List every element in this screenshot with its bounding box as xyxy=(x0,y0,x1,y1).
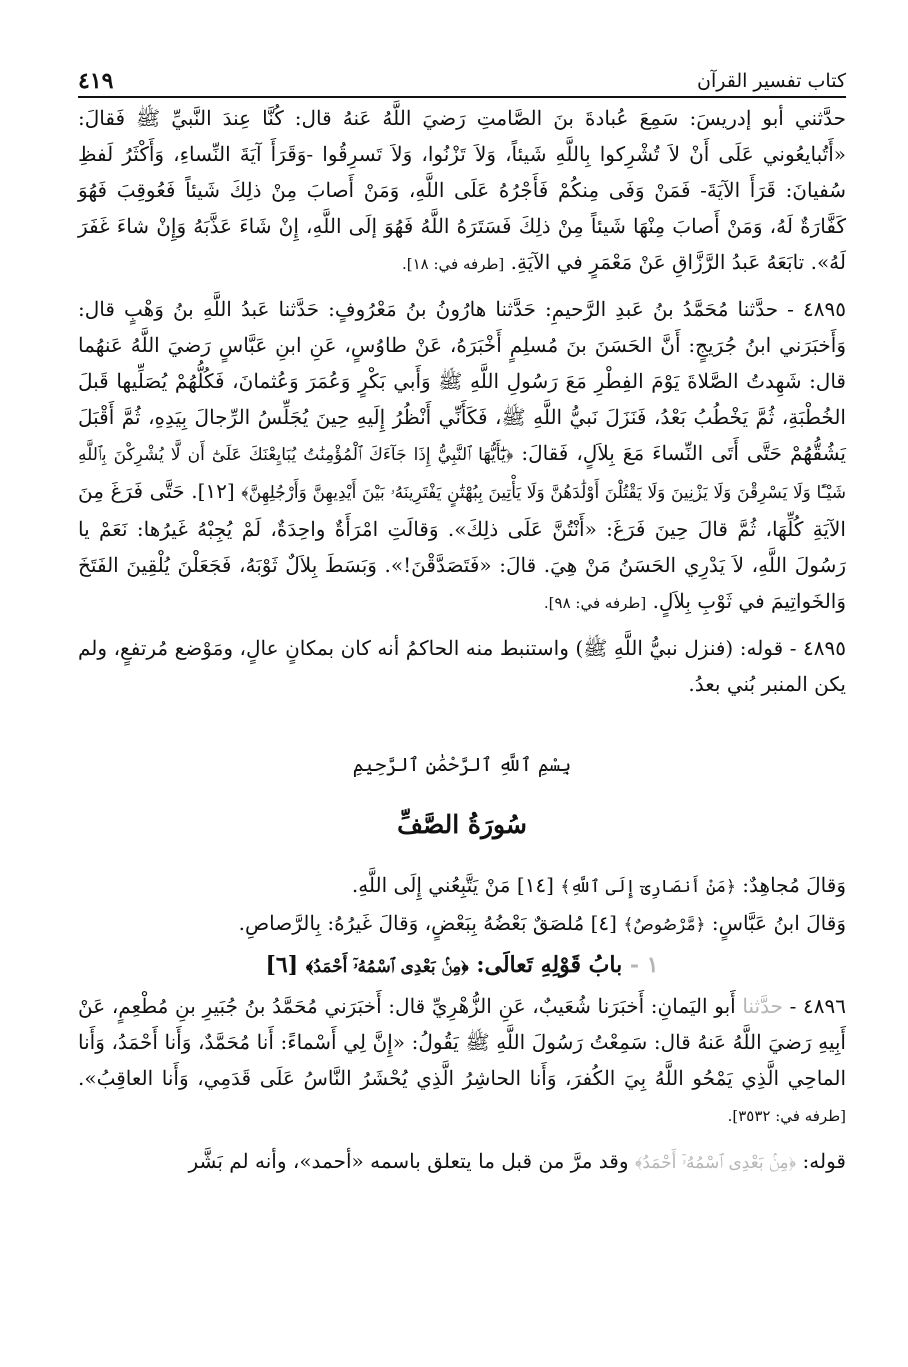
basmala: بِسْمِ ٱللَّهِ ٱلرَّحْمَٰنِ ٱلرَّحِيمِ xyxy=(352,754,572,776)
ibn-abbas-rest: [٤] مُلصَقٌ بَعْضُهُ بِبَعْضٍ، وَقالَ غَيرُهُ: بِالرَّصاصِ. xyxy=(238,911,617,935)
cross-reference: [طرفه في: ١٨]. xyxy=(401,255,505,273)
chapter-heading xyxy=(78,952,846,978)
hadith-text: أَبو اليَمانِ: أَخبَرَنا شُعَيبٌ، عَنِ الزُّهْرِيِّ قال: أَخبَرَني مُحَمَّدُ بنُ جُبَيرِ بنِ مُطْعِمٍ، عَنْ أَبِيهِ رَضيَ اللَّهُ عَنهُ قال: سَمِعْتُ رَسُولَ اللَّهِ ﷺ يَقُولُ: «إِنَّ لِي أَسْماءً: أَنا مُحَمَّدٌ، وَأَنا أَحْمَدُ، وَأَنا الماحِي الَّذِي يَمْحُو اللَّهُ بِيَ الكُفرَ، وَأَنا الحاشِرُ الَّذِي يُحْشَرُ النَّاسُ عَلَى قَدَمِي، وَأَنا العاقِبُ». xyxy=(78,994,846,1090)
commentary-last xyxy=(78,1143,846,1181)
ibn-abbas-intro: وَقالَ ابنُ عَبَّاسٍ: xyxy=(711,911,846,935)
hadith-number: ٤٨٩٦ - xyxy=(789,994,846,1018)
quran-phrase: ﴿مِنۢ بَعْدِى ٱسْمُهُۥٓ أَحْمَدُ﴾ xyxy=(634,1153,797,1173)
cross-reference: [طرفه في: ٣٥٣٢]. xyxy=(727,1107,846,1125)
book-title: كتاب تفسير القرآن xyxy=(697,70,846,92)
mujahid-note xyxy=(78,867,846,905)
commentary-rest: وقد مرَّ من قبل ما يتعلق باسمه «أحمد»، وأنه لم بَشَّر xyxy=(188,1149,629,1173)
hadith-text: حدَّثني أبو إدريسَ: سَمِعَ عُبادةَ بنَ الصَّامتِ رَضيَ اللَّهُ عَنهُ قال: كُنَّا عِندَ النَّبيِّ ﷺ فَقالَ: «أَتُبايعُوني عَلَى أَنْ لاَ تُشْرِكوا بِاللَّهِ شَيئاً، وَلاَ تَزْنُوا، وَلاَ تَسرِقُوا -وَقَرَأَ آيَةَ النِّساءِ، وَأَكْثَرُ لَفظِ سُفيانَ: قَرَأَ الآيَةَ- فَمَنْ وَفَى مِنكُمْ فَأَجْرُهُ عَلَى اللَّهِ، وَمَنْ أَصابَ مِنْ ذلِكَ شَيئاً فَعُوقِبَ فَهُوَ كَفَّارَةٌ لَهُ، وَمَنْ أَصابَ مِنْهَا شَيئاً مِنْ ذلِكَ فَسَتَرَهُ اللَّهُ فَهُوَ إلَى اللَّهِ، إِنْ شَاءَ عَذَّبَهُ وَإِنْ شاءَ غَفَرَ لَهُ». تابَعَهُ عَبدُ الرَّزَّاقِ عَنْ مَعْمَرٍ في الآيَةِ. xyxy=(78,106,847,274)
commentary-intro: قوله: xyxy=(802,1149,846,1173)
hadith-continuation xyxy=(78,100,846,282)
ibn-abbas-note xyxy=(78,905,846,943)
commentary-text: ٤٨٩٥ - قوله: (فنزل نبيُّ اللَّهِ ﷺ) واستنبط منه الحاكمُ أنه كان بمكانٍ عالٍ، ومَوْضع مُرتفعٍ، ولم يكن المنبر بُني بعدُ. xyxy=(78,636,846,696)
hadith-text: ٤٨٩٥ - حدَّثنا مُحَمَّدُ بنُ عَبدِ الرَّحيمِ: حَدَّثنا هارُونُ بنُ مَعْرُوفٍ: حَدَّثنا عَبدُ اللَّهِ بنُ وَهْبٍ قال: وَأَخبَرَني ابنُ جُرَيجٍ: أَنَّ الحَسَنَ بنَ مُسلِمٍ أَخْبَرَهُ، عَنْ طاوُسٍ، عَنِ ابنِ عَبَّاسٍ رَضيَ اللَّهُ عَنهُما قال: شَهِدتُ الصَّلاةَ يَوْمَ الفِطْرِ مَعَ رَسُولِ اللَّهِ ﷺ وَأَبي بَكْرٍ وَعُمَرَ وَعُثمانَ، فَكُلُّهُمْ يُصَلِّيها قَبلَ الخُطْبَةِ، ثُمَّ يَخْطُبُ بَعْدُ، فَنَزَلَ نَبيُّ اللَّهِ ﷺ، فَكَأَنِّي أَنْظُرُ إِلَيهِ حِينَ يُجَلِّسُ الرِّجالَ بِيَدِهِ، ثُمَّ أَقْبَلَ يَشُقُّهُمْ حَتَّى أَتَى النِّساءَ مَعَ بِلاَلٍ، فَقالَ: xyxy=(78,297,846,465)
hadith-4896 xyxy=(78,988,846,1134)
running-header xyxy=(78,52,846,98)
mujahid-intro: وَقالَ مُجاهِدٌ: xyxy=(742,873,846,897)
page-body xyxy=(78,100,846,1181)
page-number: ٤١٩ xyxy=(78,68,114,94)
quran-phrase: ﴿مِنۢ بَعْدِى ٱسْمُهُۥٓ أَحْمَدُ﴾ xyxy=(305,957,469,977)
hadith-4895 xyxy=(78,291,846,621)
quran-verse: ﴿يَٰٓأَيُّهَا ٱلنَّبِيُّ إِذَا جَآءَكَ ٱلْمُؤْمِنَٰتُ يُبَايِعْنَكَ عَلَىٰٓ أَن لَّا يُشْرِكْنَ بِٱللَّهِ شَيْـًٔا وَلَا يَسْرِقْنَ وَلَا يَزْنِينَ وَلَا يَقْتُلْنَ أَوْلَٰدَهُنَّ وَلَا يَأْتِينَ بِبُهْتَٰنٍ يَفْتَرِينَهُۥ بَيْنَ أَيْدِيهِنَّ وَأَرْجُلِهِنَّ﴾ xyxy=(78,445,847,503)
verse-number: [٦] xyxy=(265,952,299,978)
hadith-faint-word: حدَّثنا xyxy=(742,994,783,1018)
quran-phrase: ﴿مَنْ أَنصَارِىٓ إِلَى ٱللَّهِ﴾ xyxy=(560,877,736,897)
sura-title: سُورَةُ الصَّفِّ xyxy=(397,810,527,839)
mujahid-rest: [١٤] مَنْ يَتَّبِعُني إِلَى اللَّهِ. xyxy=(351,873,554,897)
chapter-number: ١ - xyxy=(629,952,659,978)
hadith-text-continued: [١٢]. حَتَّى فَرَغَ مِنَ الآيَةِ كُلِّهَا، ثُمَّ قالَ حِينَ فَرَغَ: «أَنْتُنَّ عَلَى ذلِكَ». وَقالَتِ امْرَأَةٌ واحِدَةٌ، لَمْ يُجِبْهُ غَيرُها: نَعَمْ يا رَسُولَ اللَّهِ، لاَ يَدْرِي الحَسَنُ مَنْ هِيَ. قالَ: «فَتَصَدَّقْنَ!». وَبَسَطَ بِلاَلٌ ثَوْبَهُ، فَجَعَلْنَ يُلْقِينَ الفَتَخَ وَالخَواتِيمَ في ثَوْبِ بِلاَلٍ. xyxy=(78,479,846,613)
quran-phrase: ﴿مَّرْصُوصٌ﴾ xyxy=(623,915,706,935)
cross-reference: [طرفه في: ٩٨]. xyxy=(543,594,647,612)
commentary-4895 xyxy=(78,630,846,702)
chapter-title: بابُ قَوْلِهِ تَعالَى: xyxy=(476,952,623,978)
